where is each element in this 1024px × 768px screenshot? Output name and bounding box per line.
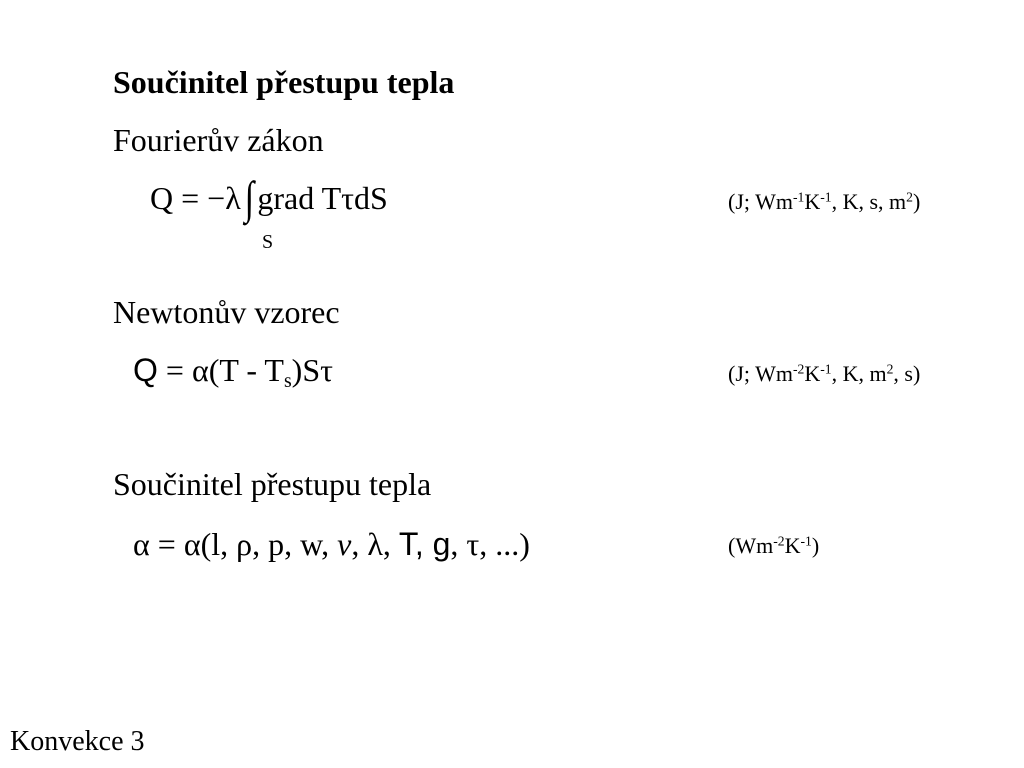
units-text: (J; Wm [728,361,793,386]
integral-sign: ∫ [244,172,254,223]
units-text: , K, m [831,361,887,386]
coefficient-heading: Součinitel přestupu tepla [113,466,432,502]
coef-g: g [432,526,451,562]
units-text: K [784,533,801,558]
units-superscript: -1 [800,533,812,549]
units-text: ) [912,189,921,214]
units-superscript: 2 [886,361,894,377]
newton-part2: )Sτ [291,352,333,388]
units-superscript: -1 [820,361,832,377]
coefficient-units [728,532,819,560]
coef-T: T [398,526,415,562]
fourier-formula [150,172,388,223]
coef-part3: , τ, ...) [450,526,530,562]
units-superscript: 2 [906,189,913,205]
newton-heading: Newtonův vzorec [113,294,340,330]
newton-part1: = α(T - T [157,352,284,388]
units-text: (Wm [728,533,774,558]
coef-sep: , [414,526,433,562]
newton-sub: s [283,369,292,392]
newton-q: Q [133,352,158,388]
units-text: , s) [893,361,921,386]
units-text: , K, s, m [831,189,907,214]
units-superscript: -2 [792,361,805,377]
slide-title: Součinitel přestupu tepla [113,64,455,100]
units-text: K [804,361,821,386]
units-text: (J; Wm [728,189,793,214]
coefficient-formula [133,524,530,564]
coef-part2: , λ, [351,526,399,562]
newton-units [728,360,920,388]
units-text: K [804,189,821,214]
fourier-heading: Fourierův zákon [113,122,324,158]
units-superscript: -1 [820,189,832,205]
fourier-lhs: Q = −λ [150,180,241,216]
fourier-units [728,188,920,216]
units-superscript: -1 [792,189,805,205]
integral-subscript: S [262,231,274,253]
newton-formula [133,350,333,390]
fourier-integrand: grad TτdS [257,180,388,216]
coef-nu: v [337,526,352,562]
slide-footer: Konvekce 3 [10,726,145,757]
units-superscript: -2 [773,533,785,549]
coef-part1: α = α(l, ρ, p, w, [133,526,338,562]
units-text: ) [811,533,820,558]
